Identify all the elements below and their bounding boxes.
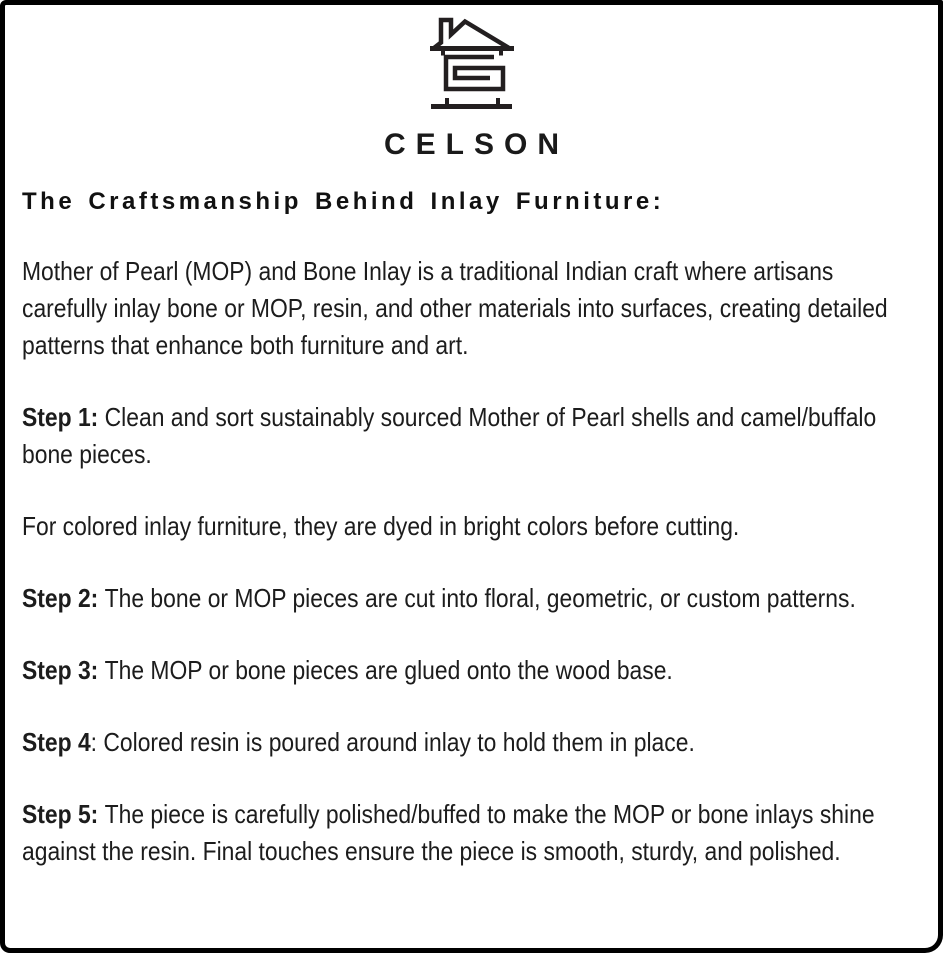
step-4-text: : Colored resin is poured around inlay to hold them in place.	[90, 727, 695, 757]
intro-paragraph: Mother of Pearl (MOP) and Bone Inlay is a traditional Indian craft where artisans carefully inlay bone or MOP, resin, and other materials into surfaces, creating detailed patterns that enhance both furniture and art.	[22, 256, 888, 360]
step-5-label: Step 5:	[22, 799, 105, 829]
step-5-text: The piece is carefully polished/buffed to make the MOP or bone inlays shine against the resin. Final touches ensure the piece is smooth, sturdy, and polished.	[22, 799, 875, 866]
step-1-text: Clean and sort sustainably sourced Mother of Pearl shells and camel/buffalo bone pieces.	[22, 402, 877, 469]
step-3-text: The MOP or bone pieces are glued onto the wood base.	[104, 655, 673, 685]
step-2-label: Step 2:	[22, 583, 105, 613]
brand-name: CELSON	[383, 128, 569, 161]
article-text-block	[22, 253, 902, 870]
article-body	[5, 253, 938, 870]
masthead	[5, 10, 938, 160]
step-2-paragraph	[22, 580, 902, 617]
step-3-paragraph	[22, 652, 902, 689]
step-3-label: Step 3:	[22, 655, 105, 685]
celson-logo	[5, 10, 938, 114]
step-4-paragraph	[22, 724, 902, 761]
step-2-text: The bone or MOP pieces are cut into floral, geometric, or custom patterns.	[104, 583, 856, 613]
step-1-label: Step 1:	[22, 402, 105, 432]
step-1-paragraph	[22, 399, 902, 473]
page-title: The Craftsmanship Behind Inlay Furniture:	[22, 188, 665, 215]
step-4-label: Step 4	[22, 727, 91, 757]
step-5-paragraph	[22, 796, 902, 870]
house-s-logo-icon	[422, 10, 522, 114]
colored-inlay-note: For colored inlay furniture, they are dyed in bright colors before cutting.	[22, 511, 740, 541]
